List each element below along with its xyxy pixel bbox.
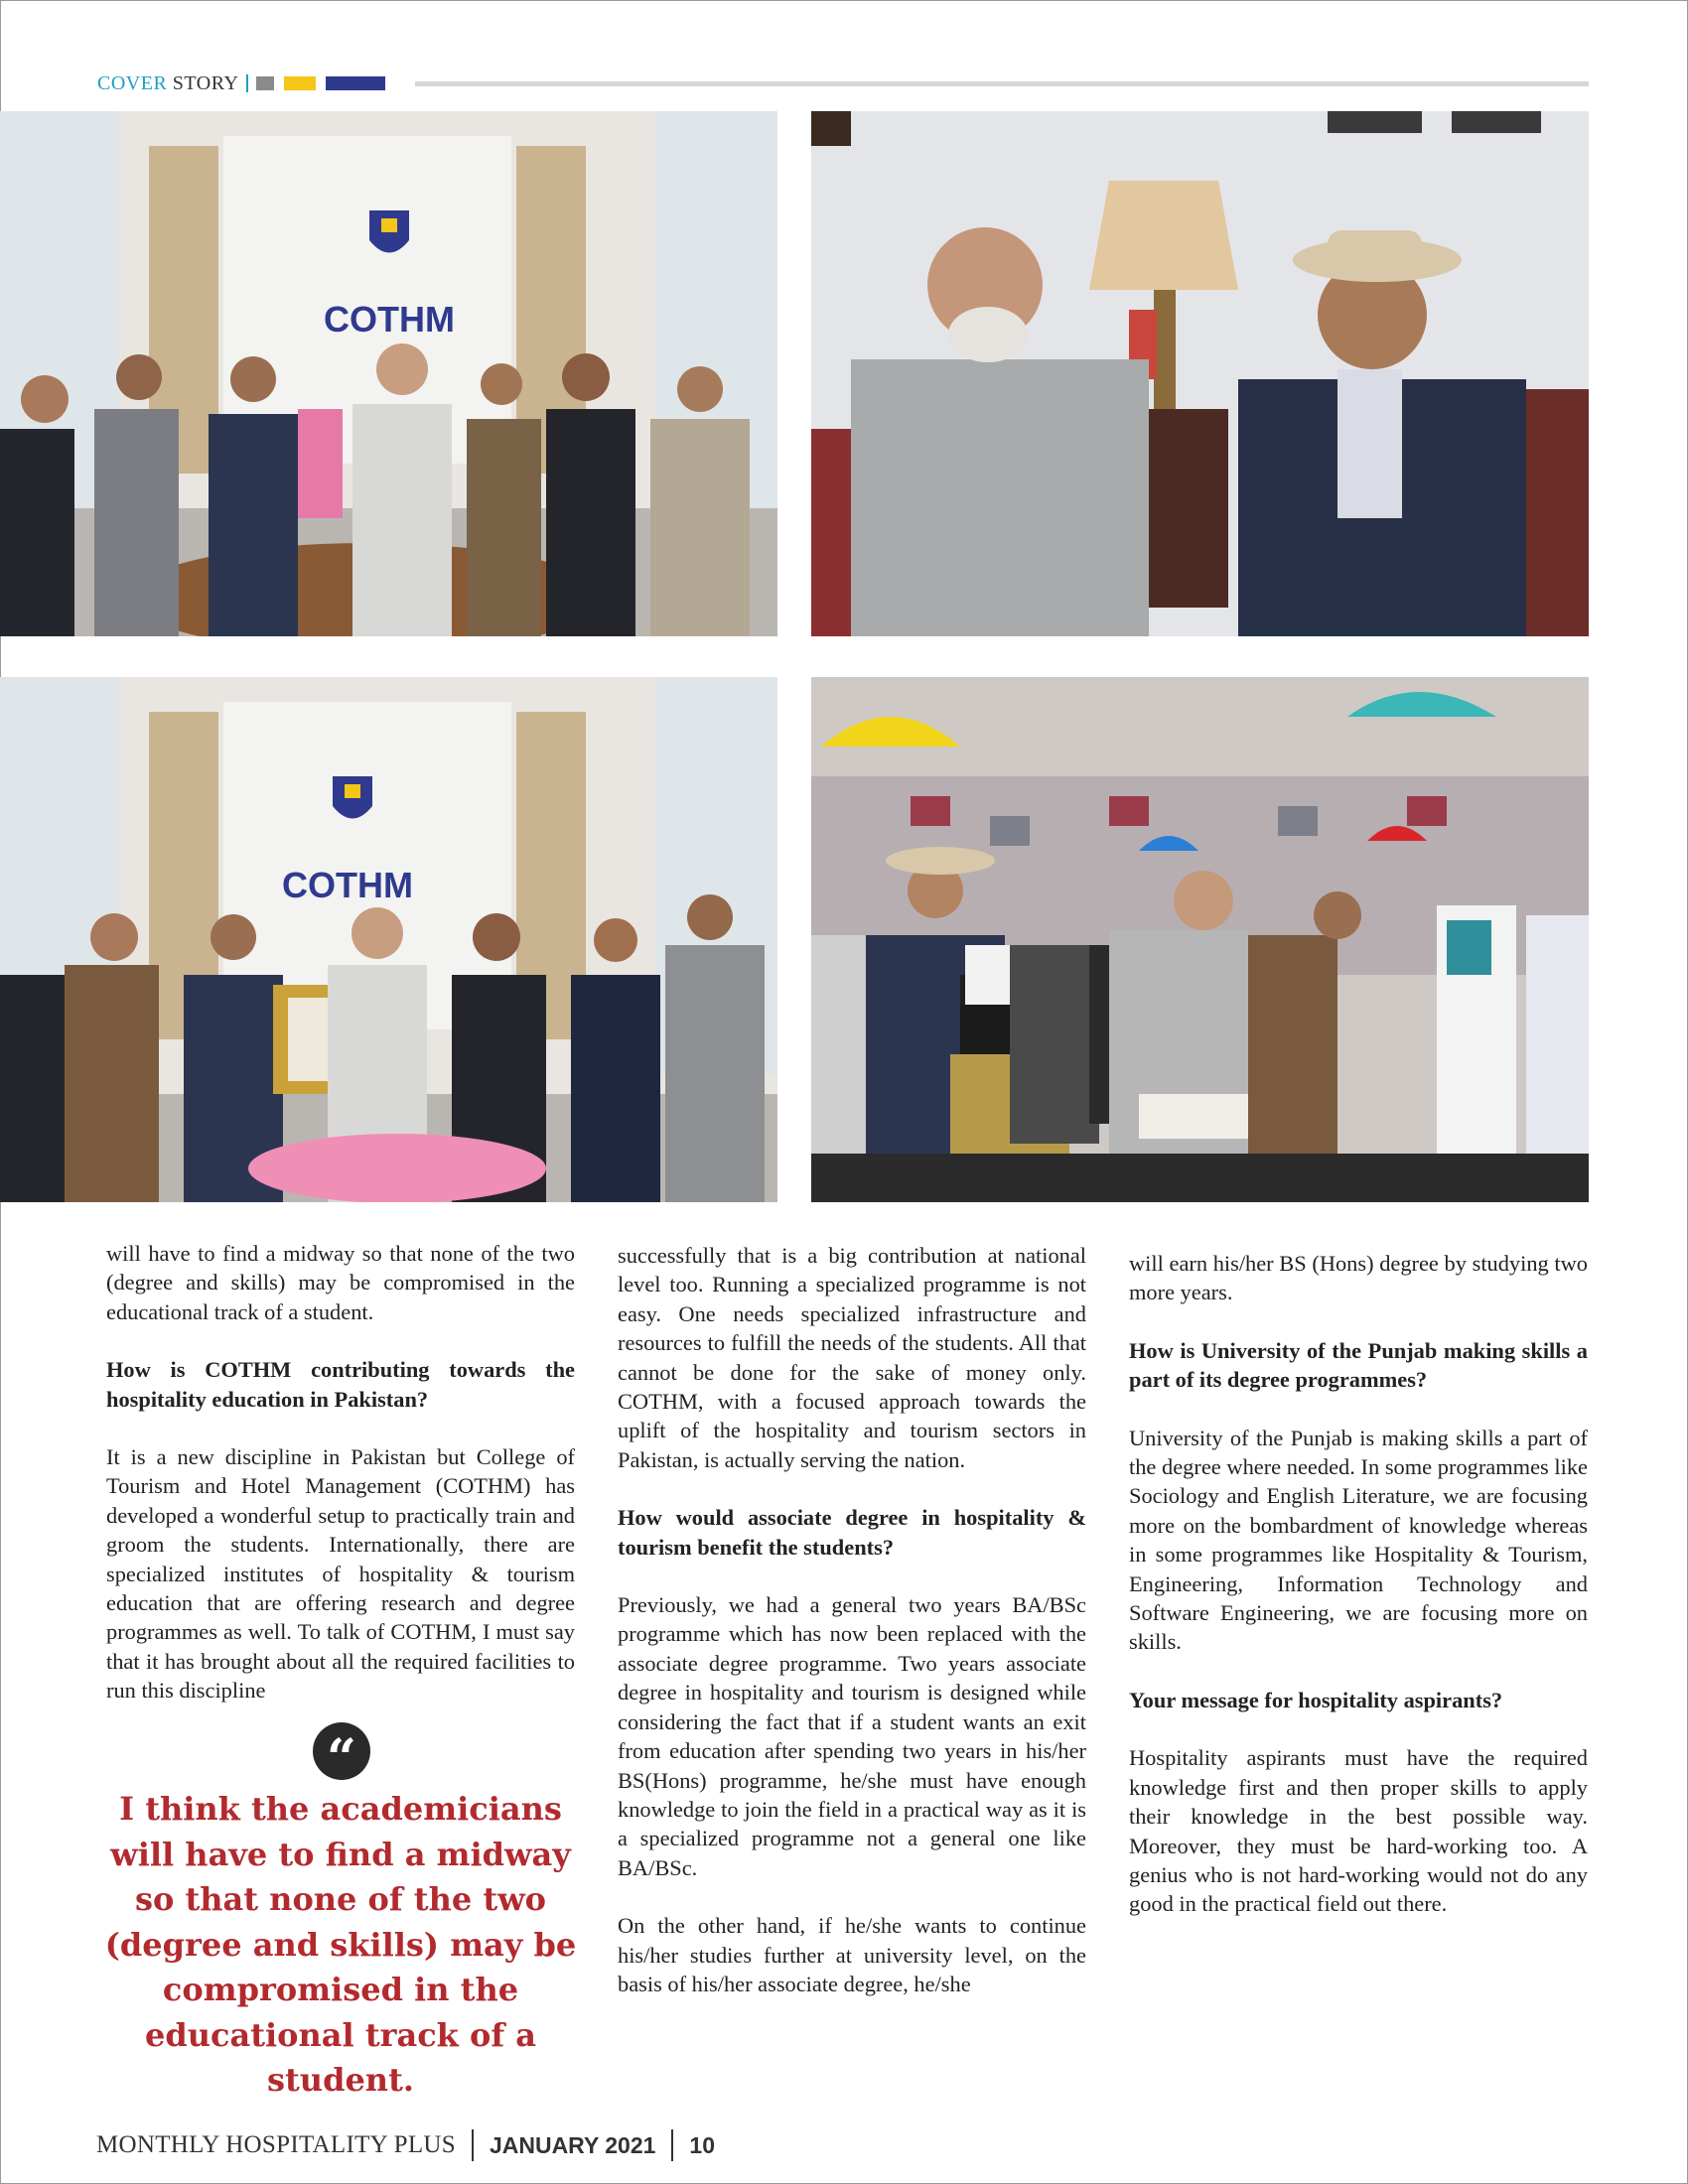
interview-question: How would associate degree in hospitality & tourism benefit the students?: [618, 1505, 1086, 1560]
publication-name: MONTHLY HOSPITALITY PLUS: [96, 2131, 456, 2158]
header-divider: [246, 74, 248, 92]
paragraph: Hospitality aspirants must have the required knowledge first and then proper skills to apply their knowledge in the best possible way. Moreover, they must be hard-working too. A genius who is not hard-working would not do any good in the practical field out there.: [1129, 1745, 1588, 1917]
interview-question: How is University of the Punjab making skills a part of its degree programmes?: [1129, 1337, 1588, 1393]
section-label: [97, 72, 238, 95]
footer-divider: [671, 2129, 673, 2161]
header-rule: [415, 81, 1589, 86]
cothm-sign-text: COTHM: [324, 299, 455, 340]
paragraph: will have to find a midway so that none of the two (degree and skills) may be compromised in the educational track of a student.: [106, 1241, 575, 1324]
paragraph: Previously, we had a general two years BA/BSc programme which has now been replaced with the associate degree programme. Two years associate degree in hospitality and tourism is designed while considering the fact that if a student wants an exit from education after spending two years in his/her BS(Hons) programme, he/she must have enough knowledge to join the field in a practical way as it is a specialized programme not a general one like BA/BSc.: [618, 1592, 1086, 1880]
photo-group-lobby-bouquet: [0, 111, 777, 636]
article-column-1: [106, 1239, 575, 1706]
issue-date: JANUARY 2021: [489, 2131, 656, 2158]
paragraph: It is a new discipline in Pakistan but College of Tourism and Hotel Management (COTHM) has developed a wonderful setup to practically train and groom the students. Internationally, there are specialized institutes of hospitality & tourism education that are offering research and degree programmes as well. To talk of COTHM, I must say that it has brought about all the required facilities to run this discipline: [106, 1444, 575, 1704]
article-column-3: [1129, 1249, 1588, 1919]
pull-quote: I think the academicians will have to find a midway so that none of the two (degree and skills) may be compromised in the educational track of a student.: [104, 1790, 577, 2099]
paragraph: successfully that is a big contribution at national level too. Running a specialized programme is not easy. One needs specialized infrastructure and resources to fulfill the needs of the students. All that cannot be done for the sake of money only. COTHM, with a focused approach towards the uplift of the hospitality and tourism sectors in Pakistan, is actually serving the nation.: [618, 1243, 1086, 1472]
section-label-rest: STORY: [172, 71, 239, 94]
header-gray-square: [256, 76, 274, 90]
quote-icon: “: [313, 1722, 370, 1780]
cothm-sign-text: COTHM: [282, 865, 413, 905]
paragraph: On the other hand, if he/she wants to continue his/her studies further at university level, on the basis of his/her associate degree, he/she: [618, 1913, 1086, 1996]
photo-two-men-seated: [811, 111, 1589, 636]
footer-divider: [472, 2129, 474, 2161]
page-number: 10: [689, 2131, 716, 2158]
header-blue-square: [326, 76, 385, 90]
section-label-accent: COVER: [97, 71, 168, 94]
section-header: [97, 71, 395, 95]
interview-question: How is COTHM contributing towards the hospitality education in Pakistan?: [106, 1357, 575, 1412]
page-footer: [96, 2128, 715, 2162]
header-yellow-square: [284, 76, 316, 90]
article-column-2: [618, 1241, 1086, 1998]
interview-question: Your message for hospitality aspirants?: [1129, 1687, 1503, 1712]
paragraph: will earn his/her BS (Hons) degree by studying two more years.: [1129, 1251, 1588, 1305]
photo-cake-cutting: [811, 677, 1589, 1202]
paragraph: University of the Punjab is making skills a part of the degree where needed. In some programmes like Sociology and English Literature, we are focusing more on the bombardment of knowledge whereas in some programmes like Hospitality & Tourism, Engineering, Information Technology and Software Engineering, we are focusing more on skills.: [1129, 1425, 1588, 1655]
photo-group-souvenir-frame: [0, 677, 777, 1202]
